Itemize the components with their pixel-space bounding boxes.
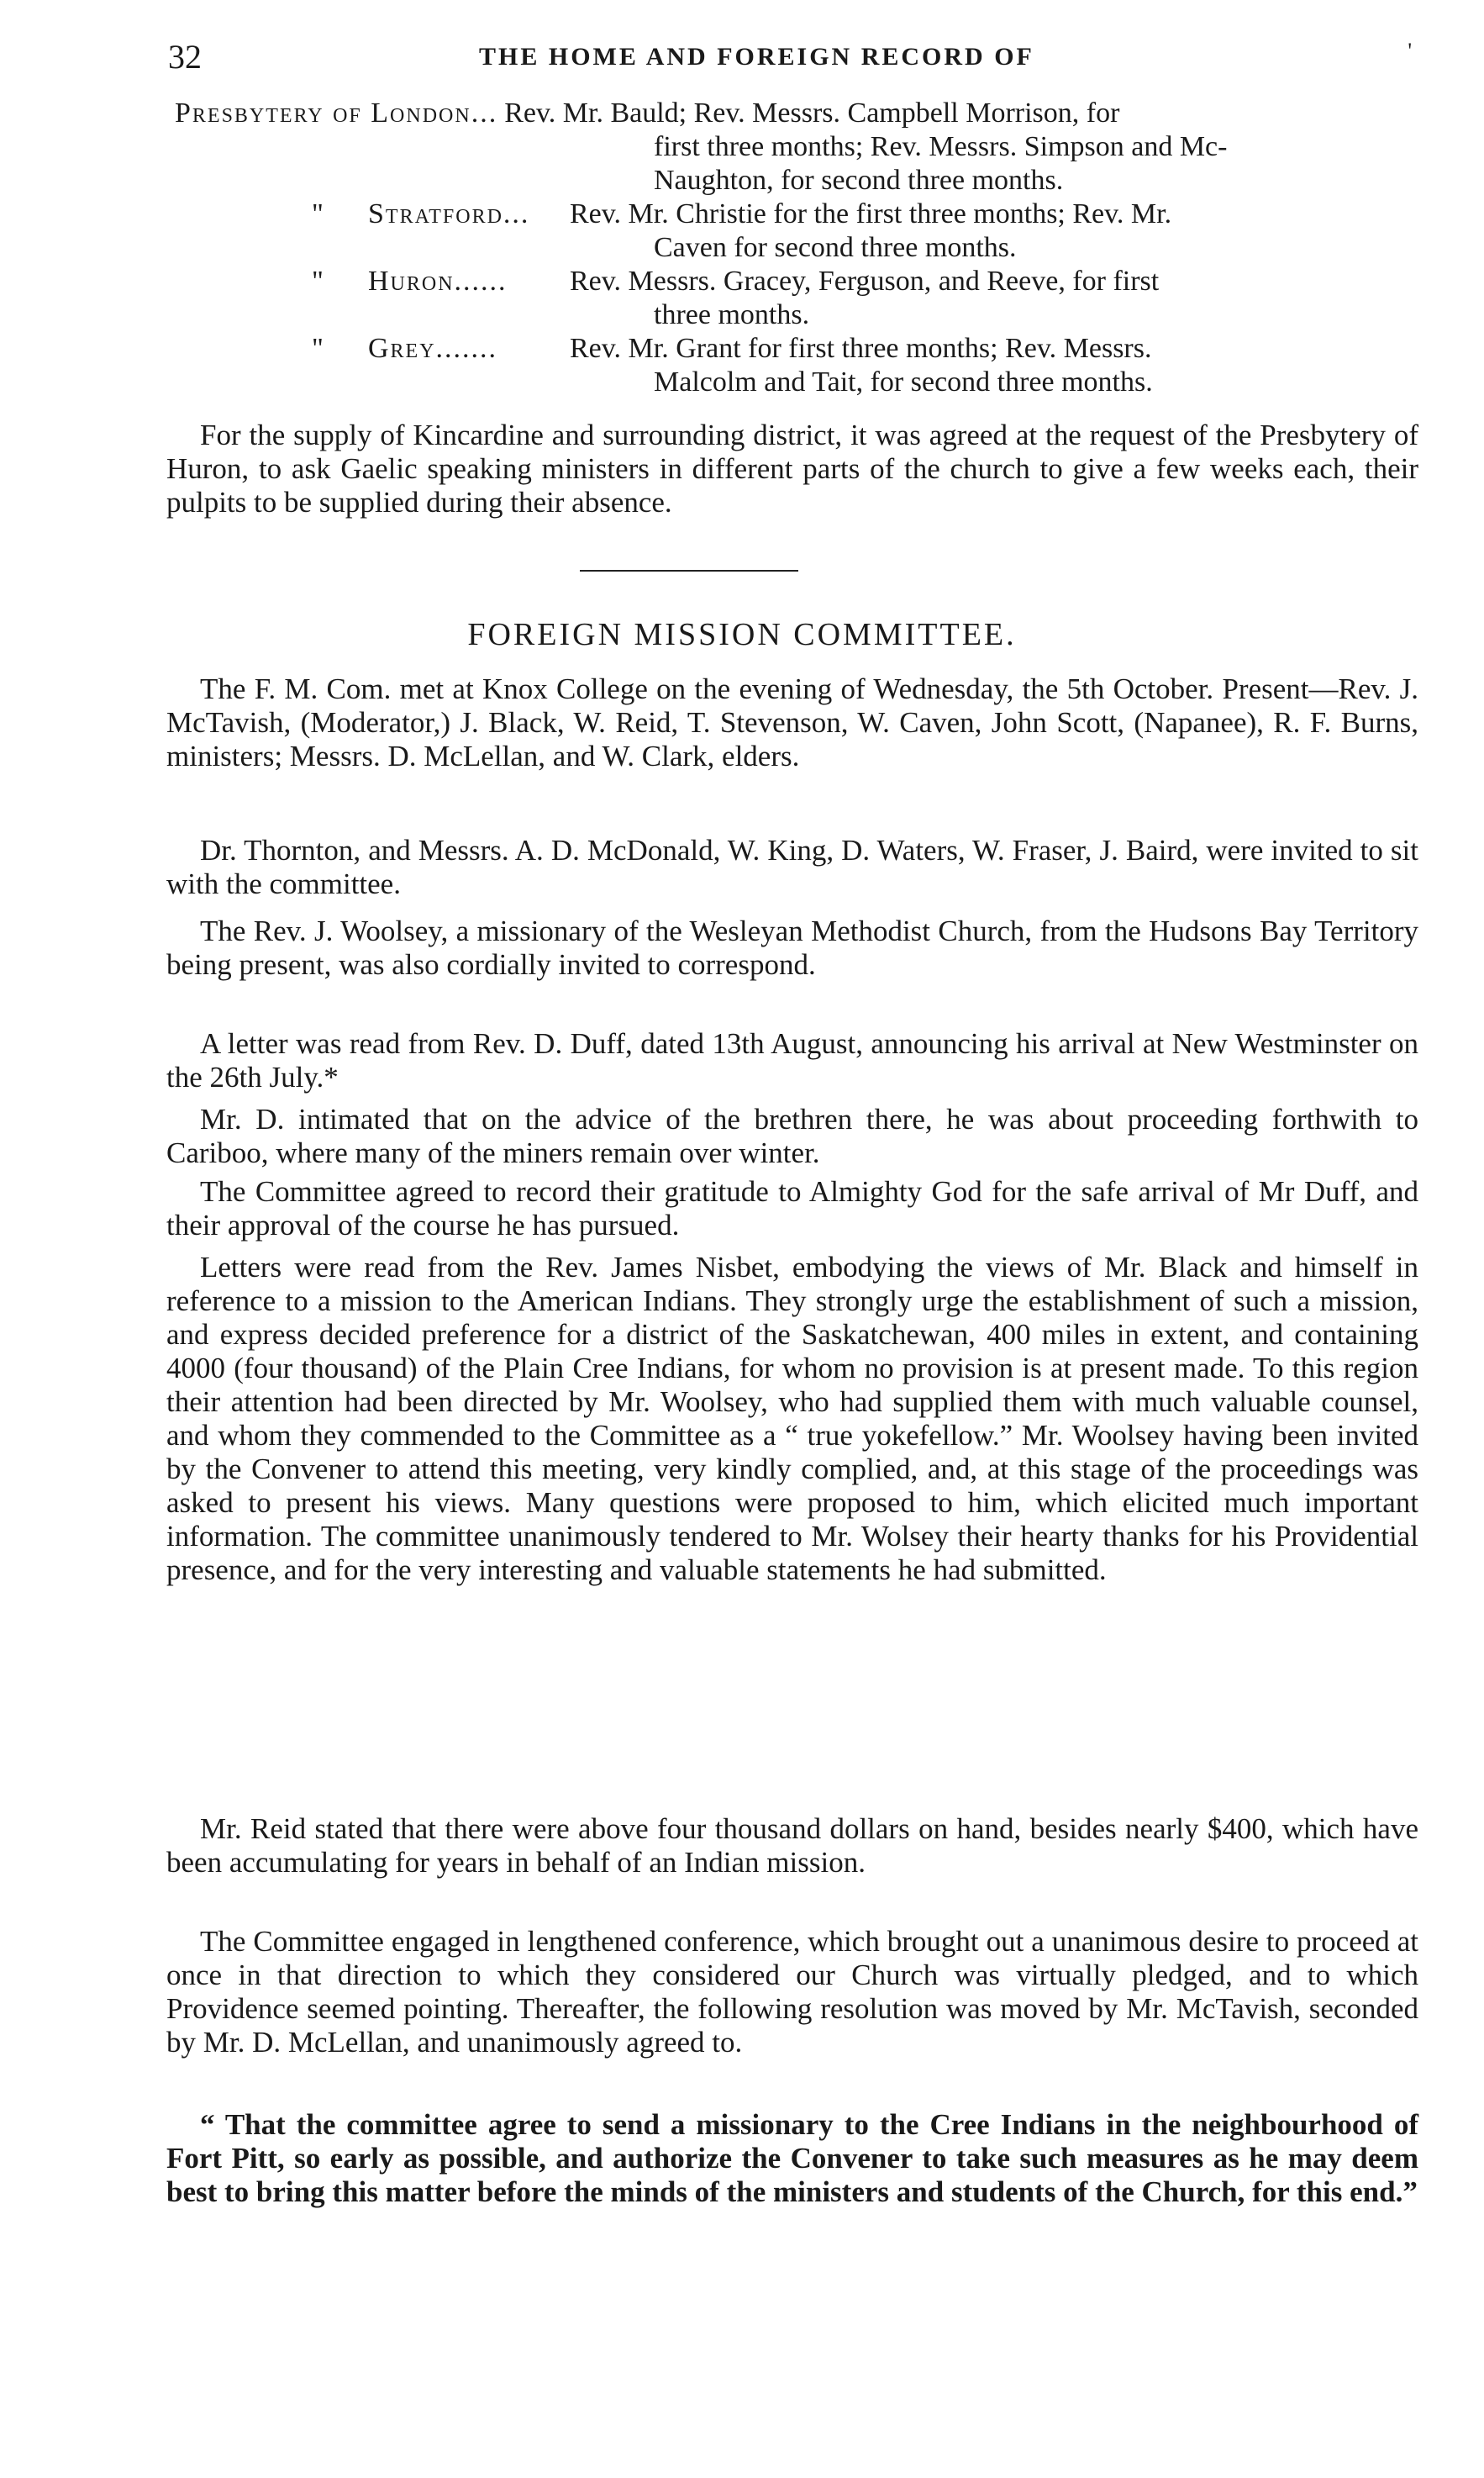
supply-entry-london: [175, 97, 1418, 130]
section-title: FOREIGN MISSION COMMITTEE.: [467, 617, 1017, 652]
paragraph-text: Mr. Reid stated that there were above four thousand dollars on hand, besides nearly $400, which have been accumulating for years in behalf of an Indian mission.: [166, 1812, 1418, 1879]
paragraph: [166, 1925, 1418, 2059]
supply-line: Caven for second three months.: [654, 232, 1017, 263]
page-header: [168, 32, 1412, 82]
page-number: 32: [168, 38, 202, 76]
paragraph: [166, 915, 1418, 982]
presbytery-name: Huron......: [368, 266, 508, 297]
paragraph-text: Mr. D. intimated that on the advice of the brethren there, he was about proceeding forthwith to Cariboo, where many of the miners remain over winter.: [166, 1103, 1418, 1169]
supply-entry-grey: [175, 332, 1418, 366]
presbytery-name: Grey.......: [368, 333, 498, 364]
supply-line: Rev. Mr. Bauld; Rev. Messrs. Campbell Morrison, for: [504, 98, 1120, 129]
paragraph: [166, 1027, 1418, 1094]
supply-entry-huron: [175, 265, 1418, 298]
supply-line: Naughton, for second three months.: [654, 165, 1064, 196]
supply-line: three months.: [654, 299, 810, 330]
running-title: THE HOME AND FOREIGN RECORD OF: [479, 43, 1034, 71]
supply-entry-stratford: [175, 198, 1418, 231]
kincardine-paragraph: [166, 419, 1418, 519]
section-divider: [580, 570, 798, 572]
paragraph: [166, 1103, 1418, 1170]
supply-line: first three months; Rev. Messrs. Simpson and Mc-: [654, 131, 1228, 162]
paragraph-text: Letters were read from the Rev. James Nisbet, embodying the views of Mr. Black and himself in reference to a mission to the American Indians. They strongly urge the establishment of such a mission, and express decided preference for a district of the Saskatchewan, 400 miles in extent, and containing 4000 (four thousand) of the Plain Cree Indians, for whom no provision is at present made. To this region their attention had been directed by Mr. Woolsey, who had supplied them with much valuable counsel, and whom they commended to the Committee as a “ true yokefellow.” Mr. Woolsey having been invited by the Convener to attend this meeting, very kindly complied, and, at this stage of the proceedings was asked to present his views. Many questions were proposed to him, which elicited much important information. The committee unanimously tendered to Mr. Wolsey their hearty thanks for his Providential presence, and for the very interesting and valuable statements he had submitted.: [166, 1251, 1418, 1586]
paragraph-text: Dr. Thornton, and Messrs. A. D. McDonald, W. King, D. Waters, W. Fraser, J. Baird, were invited to sit with the committee.: [166, 834, 1418, 900]
paragraph-text: The F. M. Com. met at Knox College on the evening of Wednesday, the 5th October. Present—Rev. J. McTavish, (Moderator,) J. Black, W. Reid, T. Stevenson, W. Caven, John Scott, (Napanee), R. F. Burns, ministers; Messrs. D. McLellan, and W. Clark, elders.: [166, 672, 1418, 772]
presbytery-supply-list: [175, 97, 1418, 399]
paragraph-text: The Rev. J. Woolsey, a missionary of the Wesleyan Methodist Church, from the Hudsons Bay Territory being present, was also cordially invited to correspond.: [166, 915, 1418, 981]
ditto-mark: ": [312, 333, 324, 364]
presbytery-name: Presbytery of London...: [175, 98, 498, 129]
paragraph-text: For the supply of Kincardine and surrounding district, it was agreed at the request of the Presbytery of Huron, to ask Gaelic speaking ministers in different parts of the church to give a few weeks each, their pulpits to be supplied during their absence.: [166, 419, 1418, 519]
supply-line: Rev. Messrs. Gracey, Ferguson, and Reeve, for first: [570, 266, 1160, 297]
paragraph: [166, 1175, 1418, 1242]
supply-line: Malcolm and Tait, for second three months.: [654, 366, 1153, 398]
paragraph: [166, 672, 1418, 773]
presbytery-name: Stratford...: [368, 198, 530, 229]
paragraph-text: “ That the committee agree to send a missionary to the Cree Indians in the neighbourhood of Fort Pitt, so early as possible, and authorize the Convener to take such measures as he may deem best to bring this matter before the minds of the ministers and students of the Church, for this end.”: [166, 2108, 1418, 2208]
supply-details: [504, 97, 1418, 130]
supply-line: Rev. Mr. Grant for first three months; Rev. Messrs.: [570, 333, 1152, 364]
supply-line: Rev. Mr. Christie for the first three months; Rev. Mr.: [570, 198, 1172, 229]
paragraph: [166, 1251, 1418, 1587]
paragraph-text: The Committee agreed to record their gratitude to Almighty God for the safe arrival of Mr Duff, and their approval of the course he has pursued.: [166, 1175, 1418, 1242]
header-mark: ': [1408, 39, 1412, 63]
ditto-mark: ": [312, 198, 324, 229]
paragraph-text: A letter was read from Rev. D. Duff, dated 13th August, announcing his arrival at New Westminster on the 26th July.*: [166, 1027, 1418, 1094]
paragraph-text: The Committee engaged in lengthened conference, which brought out a unanimous desire to proceed at once in that direction to which they considered our Church was virtually pledged, and to which Providence seemed pointing. Thereafter, the following resolution was moved by Mr. McTavish, seconded by Mr. D. McLellan, and unanimously agreed to.: [166, 1925, 1418, 2059]
ditto-mark: ": [312, 266, 324, 297]
paragraph: [166, 1812, 1418, 1880]
resolution-quote: [166, 2108, 1418, 2209]
paragraph: [166, 834, 1418, 901]
